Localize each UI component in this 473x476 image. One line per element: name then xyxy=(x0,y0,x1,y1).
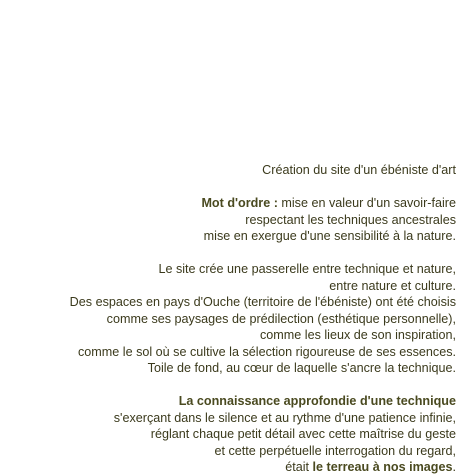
intro-title: Création du site d'un ébéniste d'art xyxy=(262,163,456,177)
description-line: entre nature et culture. xyxy=(329,278,456,293)
knowledge-paragraph xyxy=(6,393,456,476)
description-line: Le site crée une passerelle entre technique et nature, xyxy=(158,262,456,276)
description-line: Toile de fond, au cœur de laquelle s'ancre la technique. xyxy=(147,361,456,375)
motto-line-3: mise en exergue d'une sensibilité à la nature. xyxy=(203,229,456,243)
motto-line-1 xyxy=(6,195,456,212)
knowledge-line: s'exerçant dans le silence et au rythme d'une patience infinie, xyxy=(113,410,456,425)
knowledge-line: réglant chaque petit détail avec cette maîtrise du geste xyxy=(150,427,456,441)
description-line: comme le sol où se cultive la sélection rigoureuse de ses essences. xyxy=(77,344,456,359)
description-line: comme les lieux de son inspiration, xyxy=(260,328,456,342)
intro-paragraph xyxy=(6,162,456,179)
motto-label: Mot d'ordre : xyxy=(201,196,278,210)
knowledge-last-line: était le terreau à nos images. xyxy=(285,460,456,474)
knowledge-highlight: le terreau à nos images xyxy=(312,460,453,474)
motto-paragraph xyxy=(6,195,456,245)
knowledge-line: et cette perpétuelle interrogation du regard, xyxy=(214,443,456,458)
description-line: Des espaces en pays d'Ouche (territoire de l'ébéniste) ont été choisis xyxy=(69,295,456,309)
motto-line-1-text: mise en valeur d'un savoir-faire xyxy=(277,196,456,210)
description-paragraph xyxy=(6,261,456,377)
motto-line-2: respectant les techniques ancestrales xyxy=(245,212,456,227)
knowledge-heading: La connaissance approfondie d'une technique xyxy=(178,394,456,408)
project-description xyxy=(6,162,456,476)
description-line: comme ses paysages de prédilection (esthétique personnelle), xyxy=(106,311,456,326)
